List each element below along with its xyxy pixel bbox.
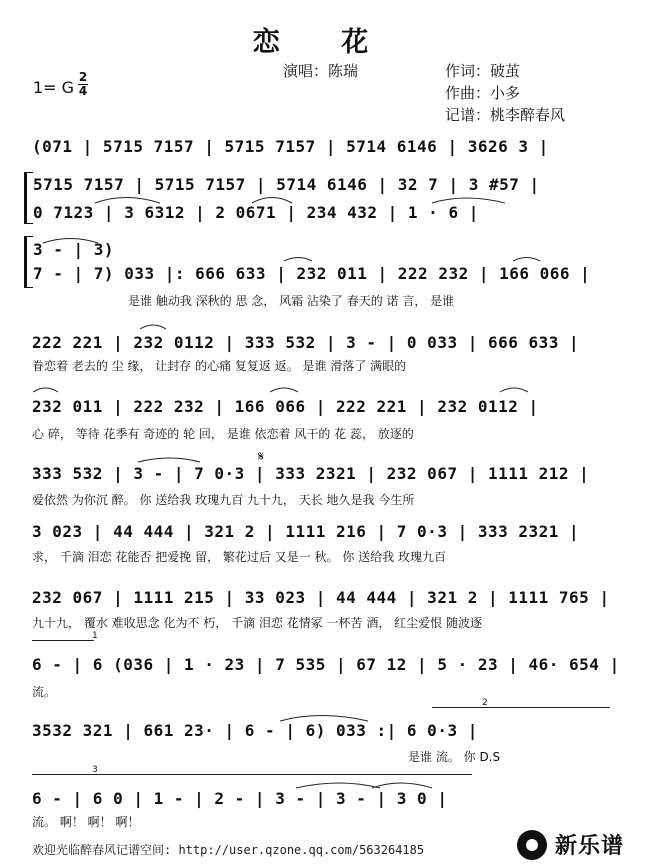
segno-mark: 𝄋	[258, 449, 265, 465]
staff-line-2-lower-notes: 0 7123 | 3 6312 | 2 0671 | 234 432 | 1 · 6 |	[33, 203, 479, 222]
staff-line-8-lyrics: 九十九， 覆水 难收思念 化为不 朽， 千滴 泪恋 花情冢 一杯苦 酒， 红尘爱恨 随波逐	[32, 616, 482, 630]
staff-line-10-lyrics: 是谁 流。 你 D.S	[408, 750, 501, 764]
slur	[252, 198, 292, 204]
slur	[284, 258, 312, 262]
slur	[140, 325, 166, 329]
staff-line-11-notes: 6 - | 6 0 | 1 - | 2 - | 3 - | 3 - | 3 0 |	[32, 789, 448, 808]
staff-line-7-lyrics: 求， 千滴 泪恋 花能否 把爱挽 留， 繁花过后 又是一 秋。 你 送给我 玫瑰九百	[32, 550, 446, 564]
staff-line-3-lyrics: 是谁 触动我 深秋的 思 念， 风霜 沾染了 春天的 诺 言， 是谁	[128, 294, 455, 308]
slur	[43, 239, 98, 244]
composer-credit: 作曲：小多	[445, 84, 521, 102]
lyricist-credit: 作词：破茧	[445, 62, 521, 80]
slur	[138, 458, 200, 462]
footer-credit: 欢迎光临醉春风记谱空间: http://user.qzone.qq.com/563264185	[32, 843, 425, 857]
staff-line-8-notes: 232 067 | 1111 215 | 33 023 | 44 444 | 321 2 | 1111 765 |	[32, 588, 610, 607]
staff-line-6-lyrics: 爱依然 为你沉 醉。 你 送给我 玫瑰九百 九十九， 天长 地久是我 今生所	[32, 493, 415, 507]
staff-line-7-notes: 3 023 | 44 444 | 321 2 | 1111 216 | 7 0·3 | 333 2321 |	[32, 522, 580, 541]
slur	[296, 783, 380, 788]
staff-line-10-notes: 3532 321 | 661 23· | 6 - | 6) 033 :| 6 0·3 |	[32, 721, 478, 740]
logo-text: 新乐谱	[555, 834, 625, 859]
staff-line-1-notes: (071 | 5715 7157 | 5715 7157 | 5714 6146 | 3626 3 |	[32, 137, 549, 156]
staff-line-4-lyrics: 眷恋着 老去的 尘 缘， 让封存 的心痛 复复返 返。 是谁 滑落了 满眼的	[32, 359, 407, 373]
volta-1-number: 1	[92, 631, 98, 641]
slur	[513, 258, 540, 262]
slur	[432, 198, 505, 203]
staff-line-6-notes: 333 532 | 3 - | 7 0·3 | 333 2321 | 232 067 | 1111 212 |	[32, 464, 590, 483]
slur	[270, 388, 298, 392]
staff-line-9-notes: 6 - | 6 (036 | 1 · 23 | 7 535 | 67 12 | 5 · 23 | 46· 654 |	[32, 655, 620, 674]
transcriber-credit: 记谱：桃李醉春风	[445, 106, 566, 124]
disc-icon	[517, 830, 547, 860]
staff-line-9-lyrics: 流。	[32, 685, 57, 699]
slur	[280, 716, 368, 722]
slur	[500, 388, 528, 392]
volta-3-number: 3	[92, 765, 98, 775]
time-signature-numerator: 2	[78, 70, 88, 84]
time-signature-denominator: 4	[78, 84, 88, 98]
volta-2-number: 2	[482, 698, 488, 708]
staff-line-4-notes: 222 221 | 232 0112 | 333 532 | 3 - | 0 033 | 666 633 |	[32, 333, 580, 352]
staff-line-3-notes: 7 - | 7) 033 |: 666 633 | 232 011 | 222 232 | 166 066 |	[33, 264, 591, 283]
staff-line-5-lyrics: 心 碎， 等待 花季有 奇迹的 轮 回， 是谁 依恋着 风干的 花 蕊， 放逐的	[32, 427, 414, 441]
staff-line-3-upper-notes: 3 - | 3)	[33, 240, 115, 259]
slur	[33, 388, 58, 392]
key-signature: 1= G	[33, 78, 75, 97]
score-title: 恋 花	[252, 27, 395, 58]
staff-line-2-upper-notes: 5715 7157 | 5715 7157 | 5714 6146 | 32 7 | 3 #57 |	[33, 175, 540, 194]
slur	[95, 198, 160, 204]
staff-line-5-notes: 232 011 | 222 232 | 166 066 | 222 221 | 232 0112 |	[32, 397, 539, 416]
slur	[372, 783, 432, 788]
performer-credit: 演唱：陈瑞	[283, 62, 359, 80]
staff-line-11-lyrics: 流。 啊！ 啊！ 啊！	[32, 815, 140, 829]
